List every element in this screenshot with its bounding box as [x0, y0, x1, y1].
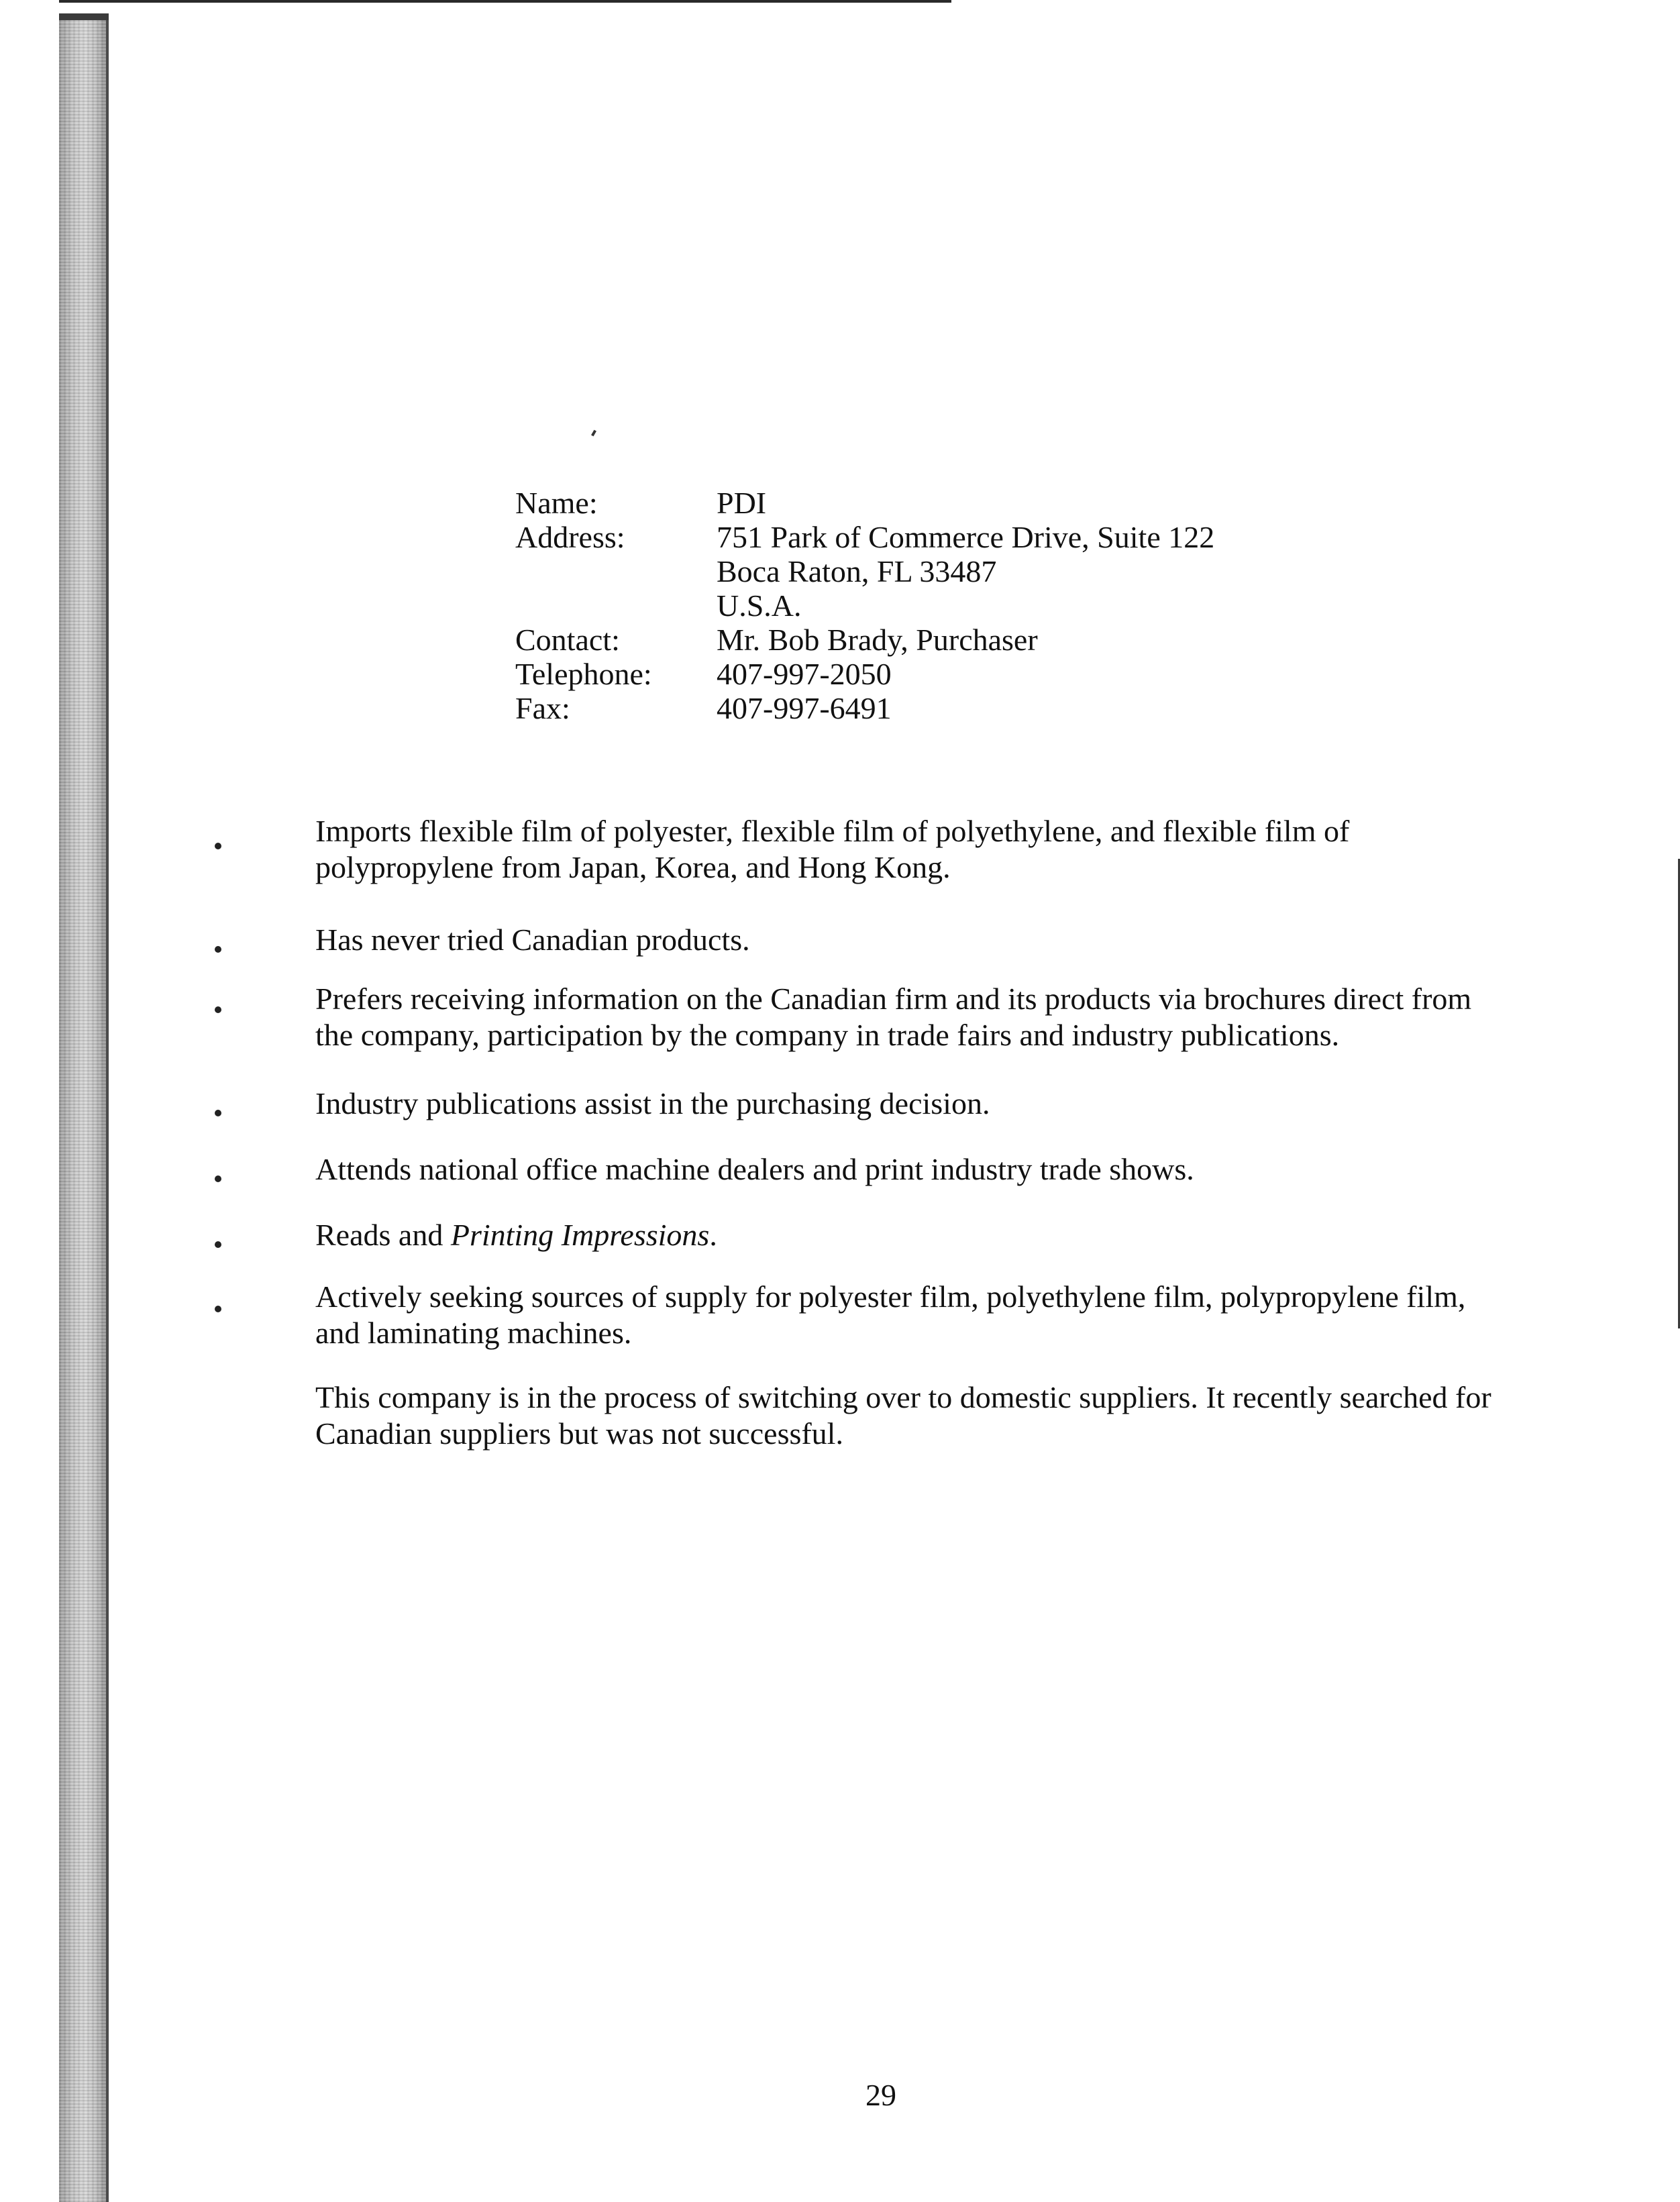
fax-label: Fax:	[515, 691, 570, 725]
address-row	[515, 520, 1214, 554]
address-spacer	[515, 554, 717, 588]
bullet-item-imports: Imports flexible film of polyester, flexible film of polyethylene, and flexible film of polypropylene from Japan, Korea, and Hong Kong.	[315, 814, 1350, 884]
fax-value: 407-997-6491	[717, 691, 892, 725]
bullet-item-supply-sources: Actively seeking sources of supply for polyester film, polyethylene film, polypropylene film, and laminating machines.	[315, 1279, 1466, 1350]
stray-mark	[591, 430, 596, 437]
binding-strip	[59, 20, 109, 2202]
telephone-row	[515, 657, 1214, 691]
publication-title: Printing Impressions	[450, 1218, 710, 1252]
address-line-1: 751 Park of Commerce Drive, Suite 122	[717, 520, 1215, 554]
address-line-2: Boca Raton, FL 33487	[717, 554, 997, 588]
bullet-dot	[215, 1241, 221, 1248]
scan-top-edge	[59, 0, 951, 3]
reads-prefix: Reads and	[315, 1218, 451, 1252]
bullet-item-publications: Industry publications assist in the purchasing decision.	[315, 1086, 990, 1120]
address-row-3	[515, 588, 1214, 623]
bullet-dot	[215, 843, 221, 849]
closing-paragraph: This company is in the process of switching over to domestic suppliers. It recently searched for Canadian suppliers but was not successful.	[315, 1380, 1491, 1451]
contact-label: Contact:	[515, 623, 620, 657]
contact-block	[515, 486, 1214, 725]
name-value: PDI	[717, 486, 767, 520]
bullet-dot	[215, 1175, 221, 1182]
contact-row	[515, 623, 1214, 657]
bullet-item-trade-shows: Attends national office machine dealers and print industry trade shows.	[315, 1152, 1194, 1186]
bullet-item-preferences: Prefers receiving information on the Canadian firm and its products via brochures direct from the company, participation by the company in trade fairs and industry publications.	[315, 982, 1472, 1052]
fax-row	[515, 691, 1214, 725]
name-row	[515, 486, 1214, 520]
page-number: 29	[865, 2078, 896, 2112]
telephone-value: 407-997-2050	[717, 657, 892, 691]
address-label: Address:	[515, 520, 625, 554]
bullet-item-reads	[315, 1217, 1496, 1253]
contact-value: Mr. Bob Brady, Purchaser	[717, 623, 1038, 657]
bullet-dot	[215, 946, 221, 953]
bullet-item-canadian-products: Has never tried Canadian products.	[315, 923, 750, 957]
reads-suffix: .	[709, 1218, 717, 1252]
name-label: Name:	[515, 486, 598, 520]
bullet-dot	[215, 1006, 221, 1013]
telephone-label: Telephone:	[515, 657, 652, 691]
address-row-2	[515, 554, 1214, 588]
address-line-3: U.S.A.	[717, 588, 802, 623]
bullet-dot	[215, 1306, 221, 1312]
address-spacer-2	[515, 588, 717, 623]
bullet-dot	[215, 1110, 221, 1116]
